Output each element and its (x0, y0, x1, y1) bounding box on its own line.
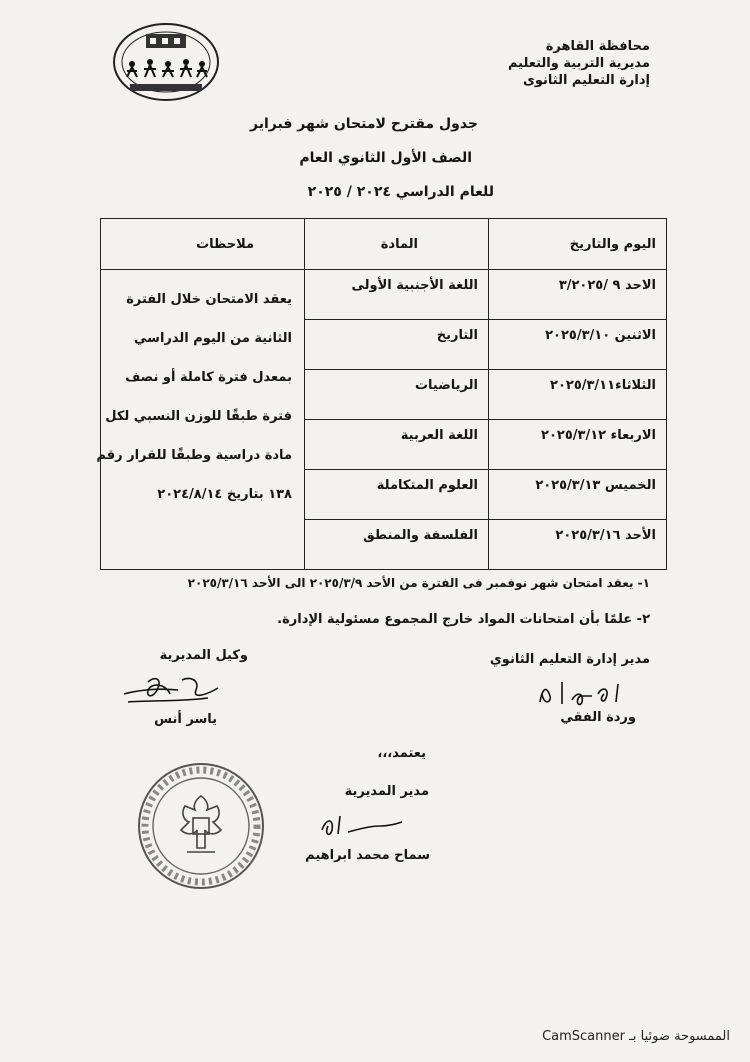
subject-cell: التاريخ (305, 320, 489, 370)
day-date-cell: الثلاثاء٢٠٢٥/٣/١١ (489, 370, 667, 420)
table-header-row (101, 219, 667, 270)
notes-line: مادة دراسية وطبقًا للقرار رقم (96, 448, 292, 463)
issuing-authority-block (390, 38, 650, 89)
notes-cell (96, 270, 305, 570)
directorate-director-name: سماح محمد ابراهيم (305, 848, 430, 863)
notes-line: بمعدل فترة كاملة أو نصف (125, 370, 292, 385)
handwritten-signature (118, 668, 228, 712)
grade-line: الصف الأول الثانوي العام (299, 150, 472, 166)
exam-schedule-table (96, 218, 667, 570)
directorate-director-title: مدير المديرية (344, 784, 429, 799)
approval-label: يعتمد،،، (377, 746, 426, 761)
day-date-cell: الأحد ٢٠٢٥/٣/١٦ (489, 520, 667, 570)
header-day-date: اليوم والتاريخ (489, 219, 667, 270)
subject-cell: اللغة العربية (305, 420, 489, 470)
subject-cell: العلوم المتكاملة (305, 470, 489, 520)
scanner-watermark: الممسوحة ضوئيا بـ CamScanner (542, 1029, 730, 1044)
header-notes: ملاحظات (101, 219, 305, 270)
day-date-cell: الاربعاء ٢٠٢٥/٣/١٢ (489, 420, 667, 470)
directorate-logo (110, 20, 222, 105)
secondary-education-director-name: وردة الفقي (560, 710, 636, 725)
deputy-director-name: ياسر أنس (154, 712, 217, 727)
day-date-cell: الاحد ٩ /٣/٢٠٢٥ (489, 270, 667, 320)
day-date-cell: الخميس ٢٠٢٥/٣/١٣ (489, 470, 667, 520)
academic-year-line: للعام الدراسي ٢٠٢٤ / ٢٠٢٥ (307, 184, 494, 200)
table-row (101, 270, 667, 320)
footnote-2: ٢- علمًا بأن امتحانات المواد خارج المجموع مسئولية الإدارة. (277, 612, 650, 627)
administration-line: إدارة التعليم الثانوى (522, 73, 650, 88)
official-seal-stamp (135, 760, 267, 892)
secondary-education-director-title: مدير إدارة التعليم الثانوي (489, 652, 650, 667)
subject-cell: الفلسفة والمنطق (305, 520, 489, 570)
governorate-line: محافظة القاهرة (545, 39, 650, 54)
subject-cell: اللغة الأجنبية الأولى (305, 270, 489, 320)
handwritten-signature (316, 808, 408, 844)
footnote-1: ١- يعقد امتحان شهر نوفمبر فى الفترة من الأحد ٢٠٢٥/٣/٩ الى الأحد ٢٠٢٥/٣/١٦ (187, 576, 650, 590)
notes-line: ١٣٨ بتاريخ ٢٠٢٤/٨/١٤ (157, 487, 292, 502)
day-date-cell: الاثنين ٢٠٢٥/٣/١٠ (489, 320, 667, 370)
document-title: جدول مقترح لامتحان شهر فبراير (250, 116, 478, 132)
header-subject: المادة (305, 219, 489, 270)
deputy-director-title: وكيل المديرية (159, 648, 248, 663)
notes-line: فترة طبقًا للوزن النسبي لكل (105, 409, 292, 424)
notes-line: يعقد الامتحان خلال الفترة (126, 292, 292, 307)
notes-line: الثانية من اليوم الدراسي (134, 331, 292, 346)
directorate-line: مديرية التربية والتعليم (507, 56, 650, 71)
subject-cell: الرياضيات (305, 370, 489, 420)
